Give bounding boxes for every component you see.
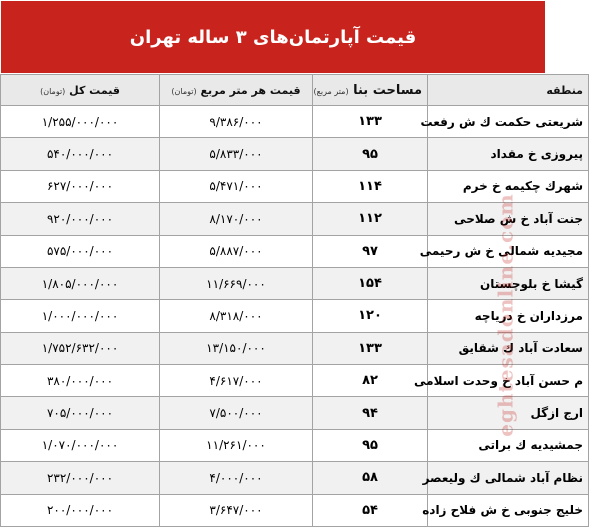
region-cell: نظام آباد شمالی ك ولیعصر: [428, 462, 589, 494]
total-price-cell: ۵۷۵/۰۰۰/۰۰۰: [1, 235, 160, 267]
table-row: [1, 203, 589, 235]
area-cell: ۸۲: [313, 365, 428, 397]
total-price-cell: ۵۴۰/۰۰۰/۰۰۰: [1, 138, 160, 170]
table-header-row: [1, 75, 589, 106]
header-price-per-meter: [160, 75, 313, 106]
total-price-cell: ۱/۰۷۰/۰۰۰/۰۰۰: [1, 429, 160, 461]
region-cell: ارج ازگل: [428, 397, 589, 429]
price-per-meter-cell: ۱۳/۱۵۰/۰۰۰: [160, 332, 313, 364]
table-row: [1, 267, 589, 299]
table-row: [1, 462, 589, 494]
total-price-cell: ۲۳۲/۰۰۰/۰۰۰: [1, 462, 160, 494]
price-per-meter-cell: ۵/۸۳۳/۰۰۰: [160, 138, 313, 170]
total-price-cell: ۹۲۰/۰۰۰/۰۰۰: [1, 203, 160, 235]
region-cell: جنت آباد خ ش صلاحی: [428, 203, 589, 235]
header-price-per-meter-unit: (تومان): [171, 86, 197, 96]
total-price-cell: ۶۲۷/۰۰۰/۰۰۰: [1, 170, 160, 202]
table-row: [1, 365, 589, 397]
header-total-price-label: قیمت کل: [69, 83, 120, 97]
region-cell: پیروزی خ مقداد: [428, 138, 589, 170]
table-row: [1, 106, 589, 138]
area-cell: ۱۱۲: [313, 203, 428, 235]
area-cell: ۹۷: [313, 235, 428, 267]
header-area-label: مساحت بنا: [353, 82, 422, 98]
price-per-meter-cell: ۷/۵۰۰/۰۰۰: [160, 397, 313, 429]
table-body: [1, 106, 589, 527]
area-cell: ۹۴: [313, 397, 428, 429]
price-per-meter-cell: ۳/۶۴۷/۰۰۰: [160, 494, 313, 527]
total-price-cell: ۷۰۵/۰۰۰/۰۰۰: [1, 397, 160, 429]
total-price-cell: ۱/۲۵۵/۰۰۰/۰۰۰: [1, 106, 160, 138]
area-cell: ۵۴: [313, 494, 428, 527]
table-row: [1, 332, 589, 364]
area-cell: ۱۱۴: [313, 170, 428, 202]
region-cell: جمشیدیه ك براتی: [428, 429, 589, 461]
table-row: [1, 429, 589, 461]
price-per-meter-cell: ۵/۸۸۷/۰۰۰: [160, 235, 313, 267]
header-region-label: منطقه: [546, 83, 583, 97]
watermark-text: eghtesadonline.com: [494, 193, 518, 437]
price-per-meter-cell: ۸/۳۱۸/۰۰۰: [160, 300, 313, 332]
header-total-price-unit: (تومان): [40, 86, 66, 96]
header-area: [313, 75, 428, 106]
area-cell: ۹۵: [313, 429, 428, 461]
table-row: [1, 397, 589, 429]
region-cell: گیشا خ بلوچستان: [428, 267, 589, 299]
table-row: [1, 494, 589, 527]
region-cell: سعادت آباد ك شقایق: [428, 332, 589, 364]
apartment-price-table: [0, 74, 589, 527]
header-area-unit: (متر مربع): [313, 86, 349, 96]
price-per-meter-cell: ۸/۱۷۰/۰۰۰: [160, 203, 313, 235]
price-per-meter-cell: ۴/۶۱۷/۰۰۰: [160, 365, 313, 397]
total-price-cell: ۲۰۰/۰۰۰/۰۰۰: [1, 494, 160, 527]
table-row: [1, 138, 589, 170]
region-cell: مجیدیه شمالی خ ش رحیمی: [428, 235, 589, 267]
total-price-cell: ۱/۸۰۵/۰۰۰/۰۰۰: [1, 267, 160, 299]
area-cell: ۱۳۳: [313, 332, 428, 364]
table-row: [1, 170, 589, 202]
area-cell: ۱۵۴: [313, 267, 428, 299]
total-price-cell: ۱/۷۵۲/۶۳۲/۰۰۰: [1, 332, 160, 364]
price-per-meter-cell: ۴/۰۰۰/۰۰۰: [160, 462, 313, 494]
region-cell: م حسن آباد خ وحدت اسلامی: [428, 365, 589, 397]
area-cell: ۱۳۳: [313, 106, 428, 138]
price-per-meter-cell: ۹/۳۸۶/۰۰۰: [160, 106, 313, 138]
area-cell: ۹۵: [313, 138, 428, 170]
header-total-price: [1, 75, 160, 106]
table-row: [1, 235, 589, 267]
area-cell: ۵۸: [313, 462, 428, 494]
area-cell: ۱۲۰: [313, 300, 428, 332]
region-cell: مرزداران خ دریاچه: [428, 300, 589, 332]
region-cell: خلیج جنوبی خ ش فلاح زاده: [428, 494, 589, 527]
region-cell: شریعتی حکمت ك ش رفعت: [428, 106, 589, 138]
total-price-cell: ۳۸۰/۰۰۰/۰۰۰: [1, 365, 160, 397]
table-title: قیمت آپارتمان‌های ۳ ساله تهران: [1, 1, 545, 73]
price-per-meter-cell: ۱۱/۶۶۹/۰۰۰: [160, 267, 313, 299]
region-cell: شهرك چکیمه خ خرم: [428, 170, 589, 202]
price-per-meter-cell: ۱۱/۲۶۱/۰۰۰: [160, 429, 313, 461]
header-price-per-meter-label: قیمت هر متر مربع: [200, 83, 301, 97]
header-region: [428, 75, 589, 106]
total-price-cell: ۱/۰۰۰/۰۰۰/۰۰۰: [1, 300, 160, 332]
price-per-meter-cell: ۵/۴۷۱/۰۰۰: [160, 170, 313, 202]
table-row: [1, 300, 589, 332]
